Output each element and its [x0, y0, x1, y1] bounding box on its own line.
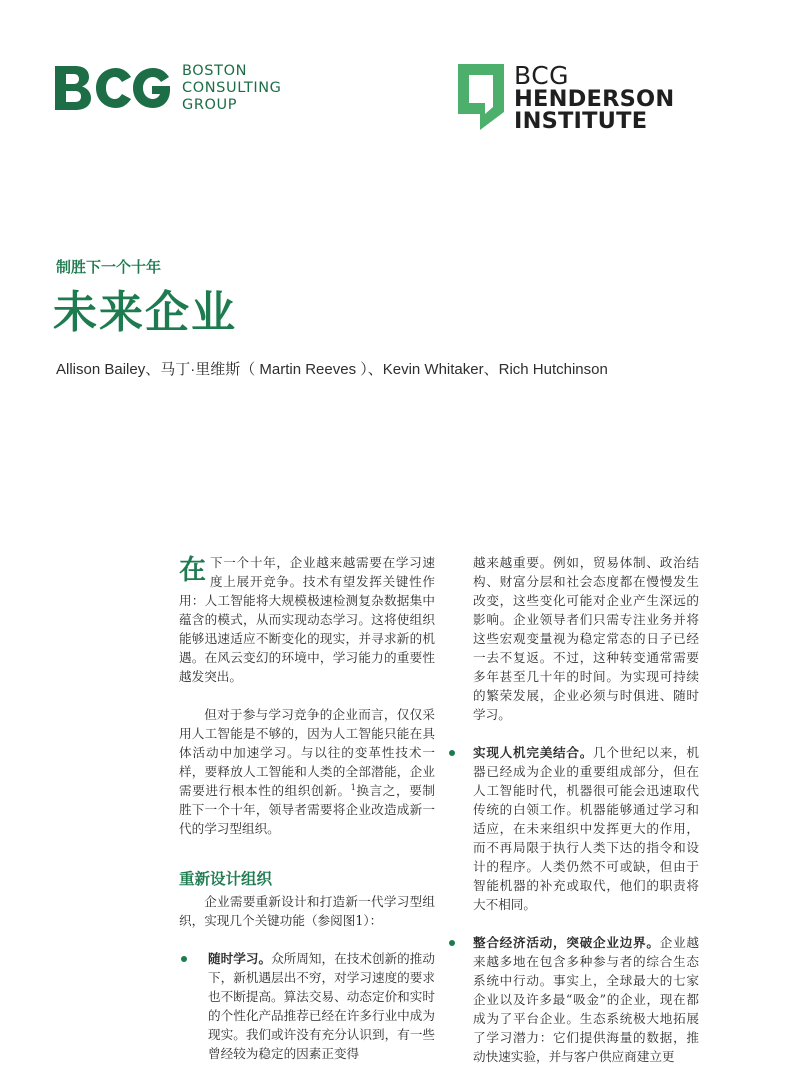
- henderson-line-institute: INSTITUTE: [514, 108, 648, 134]
- footnote-ref[interactable]: 1: [350, 782, 356, 792]
- paragraph-intro: [179, 553, 435, 686]
- bcg-mark-icon: [55, 65, 170, 111]
- bullet-3-text: 企业越来越多地在包含多种参与者的综合生态系统中行动。事实上，全球最大的七家企业以及许多最“吸金”的企业，现在都成为了平台企业。生态系统极大地拓展了学习潜力：它们提供海量的数据，推动快速实验，并与客户供应商建立更: [473, 935, 700, 1064]
- bcg-logo: [55, 62, 282, 114]
- bullet-1-text: 众所周知，在技术创新的推动下，新机遇层出不穷，对学习速度的要求也不断提高。算法交易、动态定价和实时的个性化产品推荐已经在许多行业中成为现实。我们或许没有充分认识到，有一些曾经较为稳定的因素正变得: [208, 951, 436, 1061]
- bcg-line-boston: BOSTON: [182, 62, 248, 79]
- bullet-ecosystem: [449, 933, 699, 1066]
- kicker: 制胜下一个十年: [56, 258, 162, 276]
- intro-text: 下一个十年，企业越来越需要在学习速度上展开竞争。技术有望发挥关键性作用：人工智能将大规模极速检测复杂数据集中蕴含的模式，从而实现动态学习。这将使组织能够迅速适应不断变化的现实，并寻求新的机遇。在风云变幻的环境中，学习能力的重要性越发突出。: [179, 555, 435, 684]
- henderson-line-bcg: BCG: [514, 61, 570, 90]
- drop-cap: 在: [179, 555, 206, 586]
- henderson-line-henderson: HENDERSON: [514, 86, 675, 112]
- henderson-mark-icon: [458, 64, 504, 136]
- bullet-learn-anytime: [179, 949, 435, 1063]
- column-right: [473, 553, 699, 1066]
- bullet-1-continued: 越来越重要。例如，贸易体制、政治结构、财富分层和社会态度都在慢慢发生改变，这些变化可能对企业产生深远的影响。企业领导者们只需专注业务并将这些宏观变量视为稳定常态的日子已经一去不复返。不过，这种转变通常需要多年甚至几十年的时间。为实现可持续的繁荣发展，企业必须与时俱进、随时学习。: [473, 555, 699, 722]
- bcg-line-group: GROUP: [182, 96, 238, 113]
- paragraph-2: [179, 705, 435, 838]
- section-heading: 重新设计组织: [179, 869, 273, 888]
- paragraph-3: 企业需要重新设计和打造新一代学习型组织，实现几个关键功能（参阅图1）：: [179, 894, 435, 928]
- authors: Allison Bailey、马丁·里维斯（ Martin Reeves ）、Kevin Whitaker、Rich Hutchinson: [56, 361, 608, 378]
- bullet-human-machine: [449, 743, 699, 914]
- bcg-line-consulting: CONSULTING: [182, 79, 282, 96]
- bullet-1-lead: 随时学习。: [208, 951, 272, 966]
- henderson-logo: [458, 61, 675, 134]
- p2-text-b: 换言之，要制胜下一个十年，领导者需要将企业改造成新一代的学习型组织。: [179, 783, 436, 836]
- bullet-2-text: 几个世纪以来，机器已经成为企业的重要组成部分，但在人工智能时代，机器很可能会迅速取代传统的白领工作。机器能够通过学习和适应，在未来组织中发挥更大的作用，而不再局限于执行人类下达的指令和设计的程序。人类仍然不可或缺，但由于智能机器的补充或取代，他们的职责将大不相同。: [473, 745, 700, 912]
- henderson-wordmark: [514, 61, 675, 134]
- bullet-2-lead: 实现人机完美结合。: [473, 745, 594, 760]
- page-title: 未来企业: [53, 287, 237, 338]
- bcg-wordmark: [182, 63, 282, 114]
- p2-text-a: 但对于参与学习竞争的企业而言，仅仅采用人工智能是不够的，因为人工智能只能在具体活动中加速学习。与以往的变革性技术一样，要释放人工智能和人类的全部潜能，企业需要进行根本性的组织创新。: [179, 707, 435, 798]
- column-left: [179, 553, 435, 1063]
- bullet-3-lead: 整合经济活动，突破企业边界。: [473, 935, 660, 950]
